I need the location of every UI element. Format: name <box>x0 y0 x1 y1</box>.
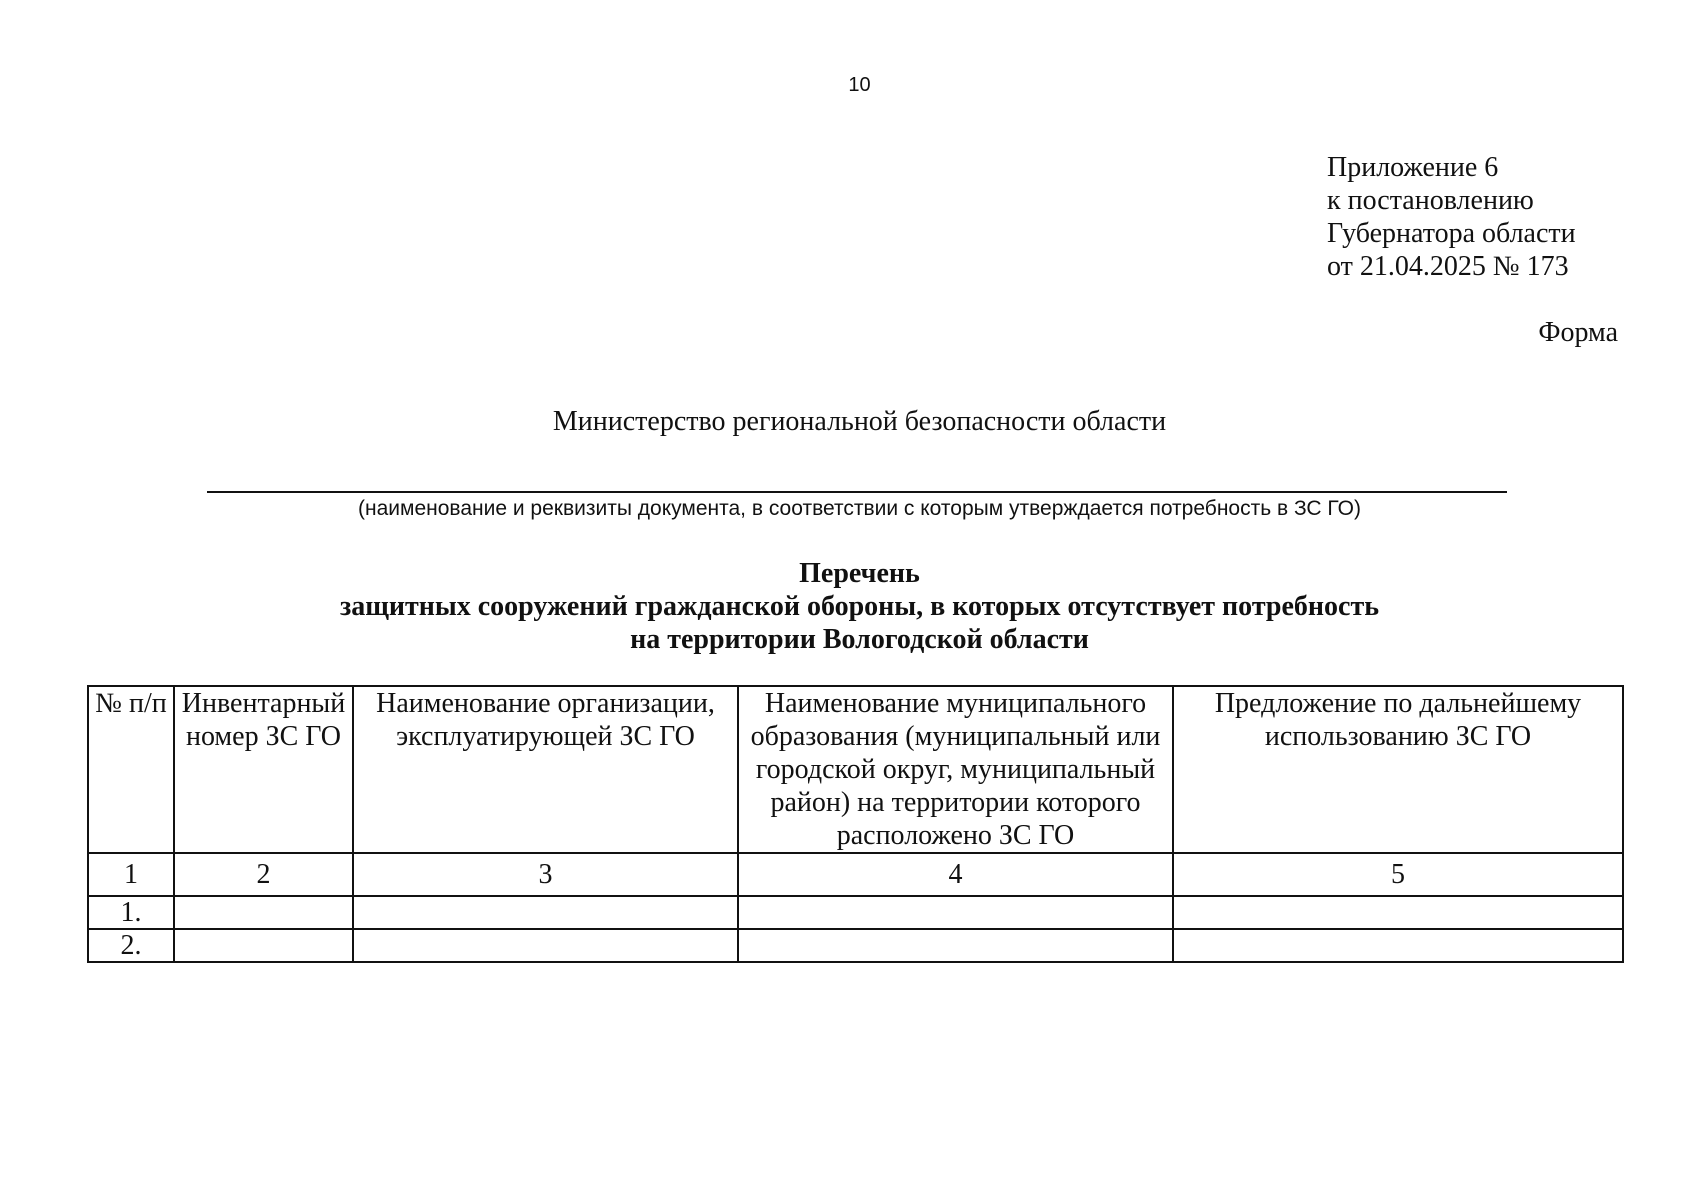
municipality-cell[interactable] <box>738 896 1173 929</box>
shelters-table <box>87 685 1624 963</box>
column-number: 3 <box>353 853 738 896</box>
organization-cell[interactable] <box>353 929 738 962</box>
column-number: 4 <box>738 853 1173 896</box>
table-header-row <box>88 686 1623 853</box>
inventory-number-cell[interactable] <box>174 929 353 962</box>
proposal-cell[interactable] <box>1173 896 1623 929</box>
column-number: 1 <box>88 853 174 896</box>
appendix-block <box>1327 151 1576 283</box>
document-heading <box>0 557 1699 656</box>
column-header-municipality: Наименование муниципального образования (муниципальный или городской округ, муниципальный район) на территории которого расположено ЗС ГО <box>738 686 1173 853</box>
proposal-cell[interactable] <box>1173 929 1623 962</box>
appendix-line: Губернатора области <box>1327 218 1576 249</box>
column-header-proposal: Предложение по дальнейшему использованию ЗС ГО <box>1173 686 1623 853</box>
heading-line: защитных сооружений гражданской обороны, в которых отсутствует потребность <box>339 591 1380 622</box>
column-numbers-row <box>88 853 1623 896</box>
ministry-name: Министерство региональной безопасности области <box>552 406 1167 437</box>
row-number-cell: 1. <box>88 896 174 929</box>
organization-cell[interactable] <box>353 896 738 929</box>
page-number: 10 <box>848 74 871 96</box>
form-label: Форма <box>1538 317 1618 348</box>
column-number: 5 <box>1173 853 1623 896</box>
appendix-line: Приложение 6 <box>1327 152 1499 183</box>
appendix-line: от 21.04.2025 № 173 <box>1327 251 1569 282</box>
heading-line: на территории Вологодской области <box>630 624 1089 655</box>
column-number: 2 <box>174 853 353 896</box>
column-header-organization: Наименование организации, эксплуатирующей ЗС ГО <box>353 686 738 853</box>
inventory-number-cell[interactable] <box>174 896 353 929</box>
column-header-number: № п/п <box>88 686 174 853</box>
table-row <box>88 896 1623 929</box>
column-header-inventory-number: Инвентарный номер ЗС ГО <box>174 686 353 853</box>
document-fill-line[interactable] <box>207 491 1507 493</box>
document-line-caption: (наименование и реквизиты документа, в соответствии с которым утверждается потребность в ЗС ГО) <box>358 497 1361 520</box>
appendix-line: к постановлению <box>1327 185 1534 216</box>
municipality-cell[interactable] <box>738 929 1173 962</box>
row-number-cell: 2. <box>88 929 174 962</box>
heading-line: Перечень <box>799 558 920 589</box>
table-row <box>88 929 1623 962</box>
